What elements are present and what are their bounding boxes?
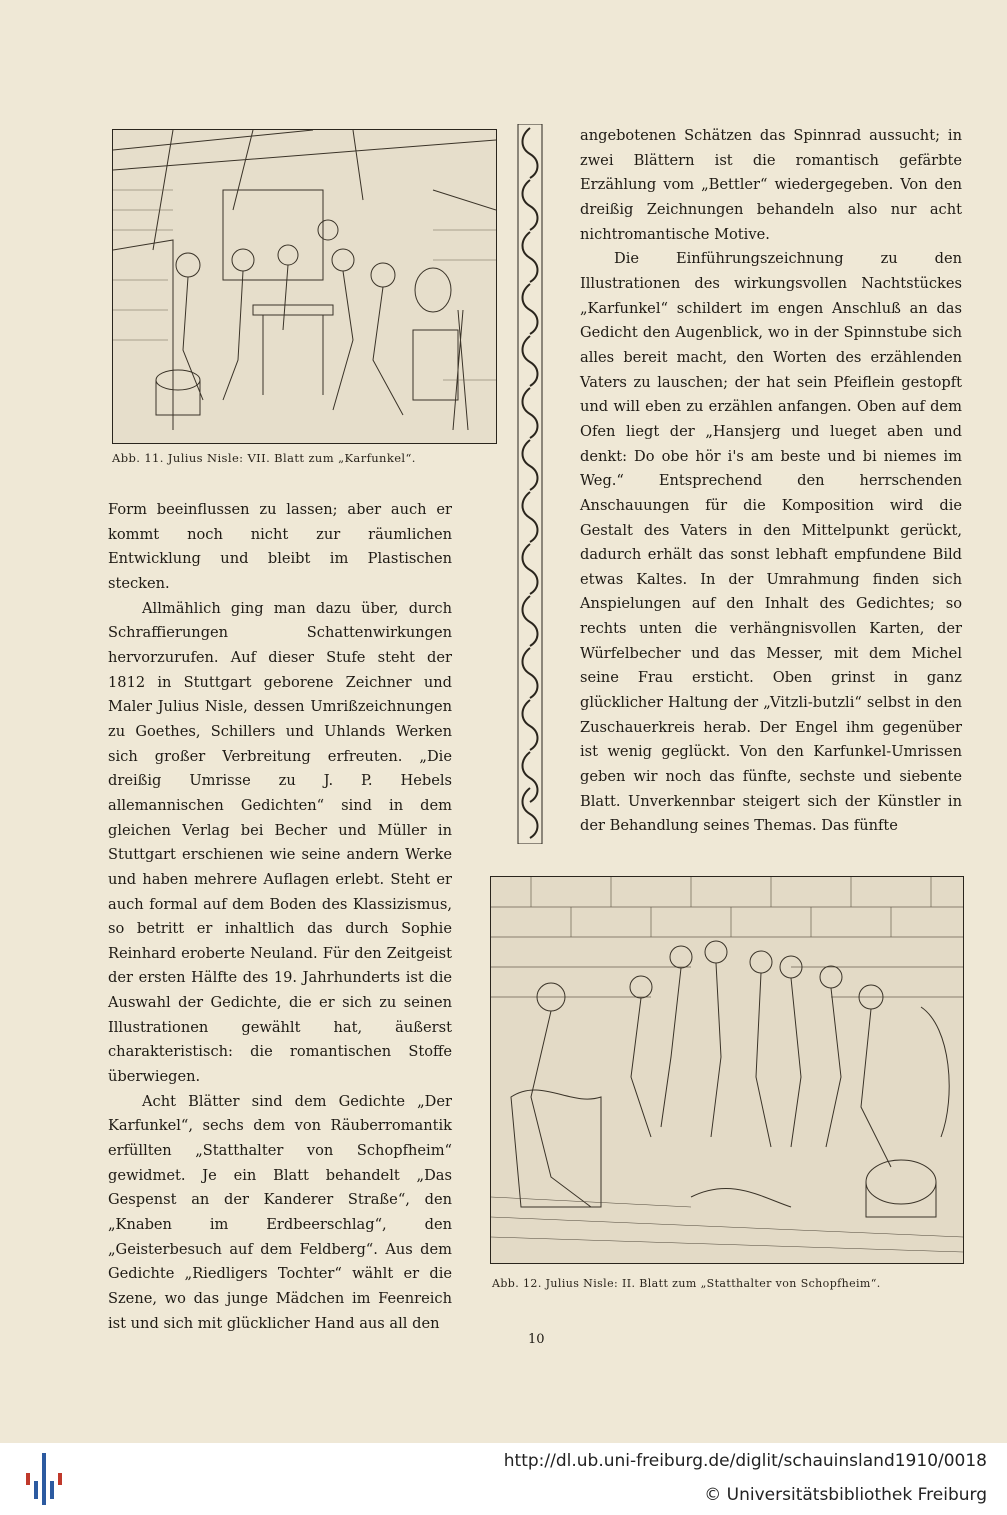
paragraph: angebotenen Schätzen das Spinnrad aussucht; in zwei Blättern ist die romantisch gefärbte Erzählung vom „Bettler“ wiedergegeben. Von den dreißig Zeichnungen behandeln also nur acht nichtromantische Motive. xyxy=(580,127,962,243)
engraving-tavern-scene xyxy=(113,130,496,443)
paragraph: Acht Blätter sind dem Gedichte „Der Karfunkel“, sechs dem von Räuberromantik erfüllten „Statthalter von Schopfheim“ gewidmet. Je ein Blatt behandelt „Das Gespenst an der Kanderer Straße“, den „Knaben im Erdbeerschlag“, den „Geisterbesuch auf dem Feldberg“. Aus dem Gedichte „Riedligers Tochter“ wählt er die Szene, wo das junge Mädchen im Feenreich ist und sich mit glücklicher Hand aus all den xyxy=(108,1092,452,1332)
figure-caption-12: Abb. 12. Julius Nisle: II. Blatt zum „Statthalter von Schopfheim“. xyxy=(492,1277,881,1290)
permalink-url[interactable]: http://dl.ub.uni-freiburg.de/diglit/schauinsland1910/0018 xyxy=(503,1451,987,1471)
paragraph: Allmählich ging man dazu über, durch Schraffierungen Schattenwirkungen hervorzurufen. Auf dieser Stufe steht der 1812 in Stuttgart geborene Zeichner und Maler Julius Nisle, dessen Umrißzeichnungen zu Goethes, Schillers und Uhlands Werken sich großer Verbreitung erfreuten. „Die dreißig Umrisse zu J. P. Hebels allemannischen Gedichten“ sind in dem gleichen Verlag bei Becher und Müller in Stuttgart erschienen wie seine andern Werke und haben mehrere Auflagen erlebt. Steht er auch formal auf dem Boden des Klassizismus, so betritt er inhaltlich das durch Sophie Reinhard eroberte Neuland. Für den Zeitgeist der ersten Hälfte des 19. Jahrhunderts ist die Auswahl der Gedichte, die er sich zu seinen Illustrationen gewählt hat, äußerst charakteristisch: die romantischen Stoffe überwiegen. xyxy=(108,599,452,1086)
ornamental-border xyxy=(516,124,544,844)
figure-caption-11: Abb. 11. Julius Nisle: VII. Blatt zum „Karfunkel“. xyxy=(112,451,416,465)
right-text-column xyxy=(580,124,962,839)
illustration-fig11 xyxy=(112,129,497,444)
engraving-robbers-scene xyxy=(491,877,963,1263)
paragraph: Form beeinflussen zu lassen; aber auch er kommt noch nicht zur räumlichen Entwicklung und bleibt im Plastischen stecken. xyxy=(108,501,452,592)
paragraph: Die Einführungszeichnung zu den Illustrationen des wirkungsvollen Nachtstückes „Karfunkel“ schildert im engen Anschluß an das Gedicht den Augenblick, wo in der Spinnstube sich alles bereit macht, den Worten des erzählenden Vaters zu lauschen; der hat sein Pfeiflein gestopft und will eben zu erzählen anfangen. Oben auf dem Ofen liegt der „Hansjerg und lueget aben und denkt: Do obe hör i's am beste und bi niemes im Weg.“ Entsprechend den herrschenden Anschauungen für die Komposition wird die Gestalt des Vaters in den Mittelpunkt gerückt, dadurch erhält das sonst lebhaft empfundene Bild etwas Kaltes. In der Umrahmung finden sich Anspielungen auf den Inhalt des Gedichtes; so rechts unten die verhängnisvollen Karten, der Würfelbecher und das Messer, mit dem Michel seine Frau ersticht. Oben grinst in ganz glücklicher Haltung der „Vitzli-butzli“ selbst in den Zuschauerkreis herab. Der Engel ihm gegenüber ist wenig geglückt. Von den Karfunkel-Umrissen geben wir noch das fünfte, sechste und siebente Blatt. Unverkennbar steigert sich der Künstler in der Behandlung seines Themas. Das fünfte xyxy=(580,250,962,835)
library-logo-icon xyxy=(22,1451,66,1507)
page-number: 10 xyxy=(528,1332,545,1347)
viewer-footer xyxy=(0,1443,1007,1515)
left-text-column xyxy=(108,498,452,1336)
copyright-notice: © Universitätsbibliothek Freiburg xyxy=(704,1485,987,1505)
illustration-fig12 xyxy=(490,876,964,1264)
